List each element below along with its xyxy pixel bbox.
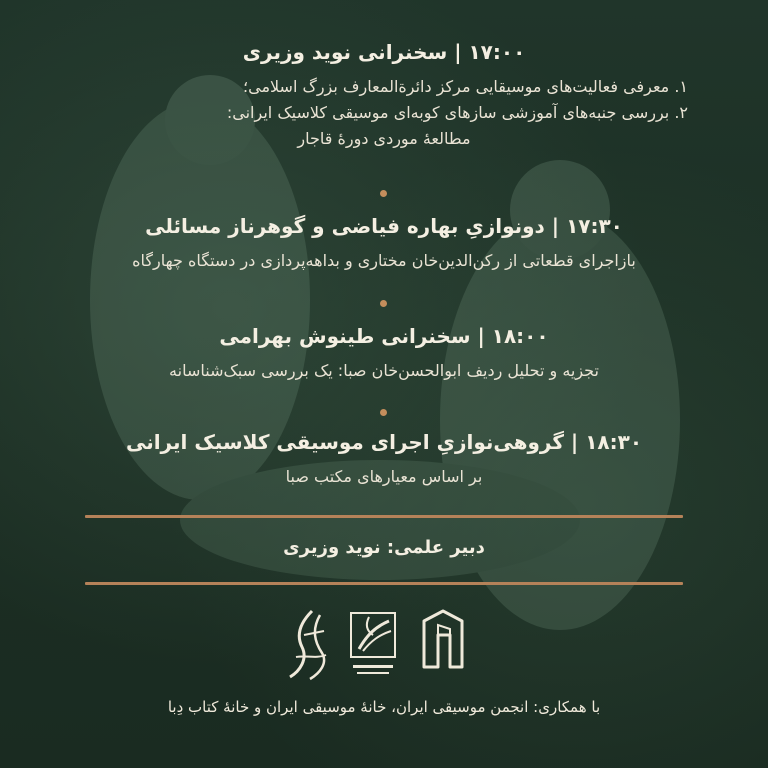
khaneh-musighi-logo-icon [345,605,403,685]
session-line: بازاجرای قطعاتی از رکن‌الدین‌خان مختاری و بداهه‌پردازی در دستگاه چهارگاه [132,251,636,270]
session-3 [40,322,728,384]
session-line: ۱. معرفی فعالیت‌های موسیقایی مرکز دائرةالمعارف بزرگ اسلامی؛ [243,77,688,96]
separator-dot [380,409,387,416]
session-line: ۲. بررسی جنبه‌های آموزشی سازهای کوبه‌ای موسیقی کلاسیک ایرانی: [226,103,688,122]
session-title: ۱۷:۳۰ | دونوازیِ بهاره فیاضی و گوهرناز مسائلی [145,214,623,238]
divider-top [85,515,683,518]
partner-logos [0,605,768,685]
collaboration-credits: با همکاری: انجمن موسیقی ایران، خانهٔ موسیقی ایران و خانهٔ کتاب دِبا [167,698,601,716]
session-title: ۱۸:۳۰ | گروهی‌نوازیِ اجرای موسیقی کلاسیک ایرانی [125,430,643,454]
divider-bottom [85,582,683,585]
anjoman-musighi-logo-icon [282,605,338,685]
session-title: ۱۸:۰۰ | سخنرانی طینوش بهرامی [219,324,549,348]
khaneh-ketab-logo-icon [418,605,468,675]
session-line: مطالعهٔ موردی دورهٔ قاجار [297,129,471,148]
session-1 [40,38,728,152]
scientific-editor: دبیر علمی: نوید وزیری [283,537,485,558]
separator-dot [380,300,387,307]
session-2 [40,212,728,274]
session-line: تجزیه و تحلیل ردیف ابوالحسن‌خان صبا: یک بررسی سبک‌شناسانه [169,361,599,380]
session-title: ۱۷:۰۰ | سخنرانی نوید وزیری [242,40,526,64]
separator-dot [380,190,387,197]
session-line: بر اساس معیارهای مکتب صبا [285,467,483,486]
session-4 [40,428,728,490]
